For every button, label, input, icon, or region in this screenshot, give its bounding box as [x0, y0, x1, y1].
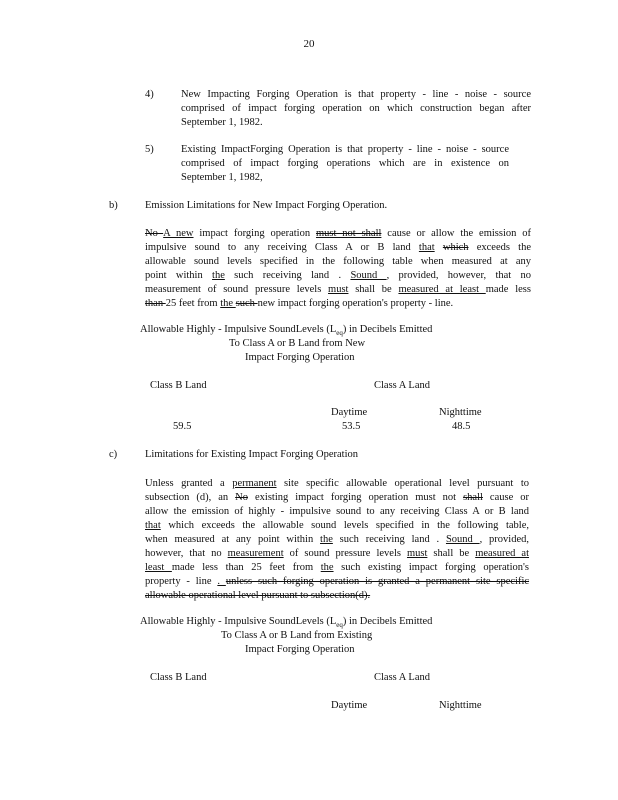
- section-c-table-title-line-1: Allowable Highly - Impulsive SoundLevels $(L_{eq})$ in Decibels Emitted: [140, 616, 433, 630]
- section-b-class-a-header: Class A Land: [374, 380, 431, 391]
- section-b-line-3: allowable sound levels specified in the following table when measured at any: [145, 256, 531, 267]
- section-c-paragraph: [145, 477, 529, 603]
- section-c-line-6: however, that no measurement of sound pressure levels must shall be measured at: [145, 548, 530, 559]
- section-c-title: Limitations for Existing Impact Forging Operation: [145, 449, 358, 460]
- section-b-line-5: measurement of sound pressure levels must shall be measured at least made less: [145, 284, 531, 295]
- section-b-daytime-header: Daytime: [331, 407, 368, 418]
- definition-4-line-1: New Impacting Forging Operation is that property - line - noise - source: [181, 89, 531, 100]
- definition-5-number: 5): [145, 144, 154, 155]
- section-b-line-1: No A new impact forging operation must not shall cause or allow the emission of: [145, 228, 531, 239]
- section-c-table-title-line-3: Impact Forging Operation: [245, 644, 355, 655]
- section-b-title: Emission Limitations for New Impact Forging Operation.: [145, 200, 388, 211]
- section-b-line-2: impulsive sound to any receiving Class A or B land that which exceeds the: [145, 242, 531, 253]
- section-b-table-title-line-1: Allowable Highly - Impulsive SoundLevels $(L_{eq})$ in Decibels Emitted: [140, 324, 433, 338]
- section-b-class-b-header: Class B Land: [150, 380, 207, 391]
- section-c-class-b-header: Class B Land: [150, 672, 207, 683]
- definition-4-line-3: September 1, 1982.: [181, 117, 263, 128]
- definition-5-line-3: September 1, 1982,: [181, 172, 263, 183]
- section-b-paragraph: [145, 227, 531, 311]
- section-c-line-2: subsection (d), an No existing impact forging operation must not shall cause or: [145, 492, 530, 503]
- definition-5-line-2: comprised of impact forging operations which are in existence on: [181, 158, 509, 169]
- section-b-nighttime-value: 48.5: [452, 421, 471, 432]
- section-c-nighttime-header: Nighttime: [439, 700, 482, 711]
- section-c-line-3: allow the emission of highly - impulsive sound to any receiving Class A or B land: [145, 506, 529, 517]
- section-c-table-title-line-2: To Class A or B Land from Existing: [221, 630, 373, 641]
- section-b-class-b-value: 59.5: [173, 421, 192, 432]
- section-c-daytime-header: Daytime: [331, 700, 368, 711]
- section-c-line-5: when measured at any point within the such receiving land . Sound , provided,: [145, 534, 529, 545]
- section-c-line-4: that which exceeds the allowable sound levels specified in the following table,: [145, 520, 529, 531]
- definition-4-number: 4): [145, 89, 154, 100]
- section-c-line-1: Unless granted a permanent site specific allowable operational level pursuant to: [145, 478, 529, 489]
- section-b-table-title-line-3: Impact Forging Operation: [245, 352, 355, 363]
- page-number: 20: [303, 38, 315, 50]
- section-b-nighttime-header: Nighttime: [439, 407, 482, 418]
- section-b-table-title-line-2: To Class A or B Land from New: [229, 338, 366, 349]
- section-c-line-7: least made less than 25 feet from the such existing impact forging operation's: [145, 562, 529, 573]
- section-b-line-4: point within the such receiving land . Sound , provided, however, that no: [145, 270, 532, 281]
- section-c-line-9: allowable operational level pursuant to subsection(d).: [145, 590, 371, 601]
- definition-5-line-1: Existing ImpactForging Operation is that property - line - noise - source: [181, 144, 509, 155]
- definition-5-text: [181, 143, 509, 185]
- section-c-line-8: property - line . unless such forging operation is granted a permanent site specific: [145, 576, 530, 587]
- section-c-label: c): [109, 449, 118, 460]
- section-b-label: b): [109, 200, 118, 211]
- definition-4-text: [181, 88, 531, 130]
- section-b-line-6: than 25 feet from the such new impact forging operation's property - line.: [145, 298, 454, 309]
- section-b-daytime-value: 53.5: [342, 421, 361, 432]
- section-c-class-a-header: Class A Land: [374, 672, 431, 683]
- definition-4-line-2: comprised of impact forging operation on which construction began after: [181, 103, 531, 114]
